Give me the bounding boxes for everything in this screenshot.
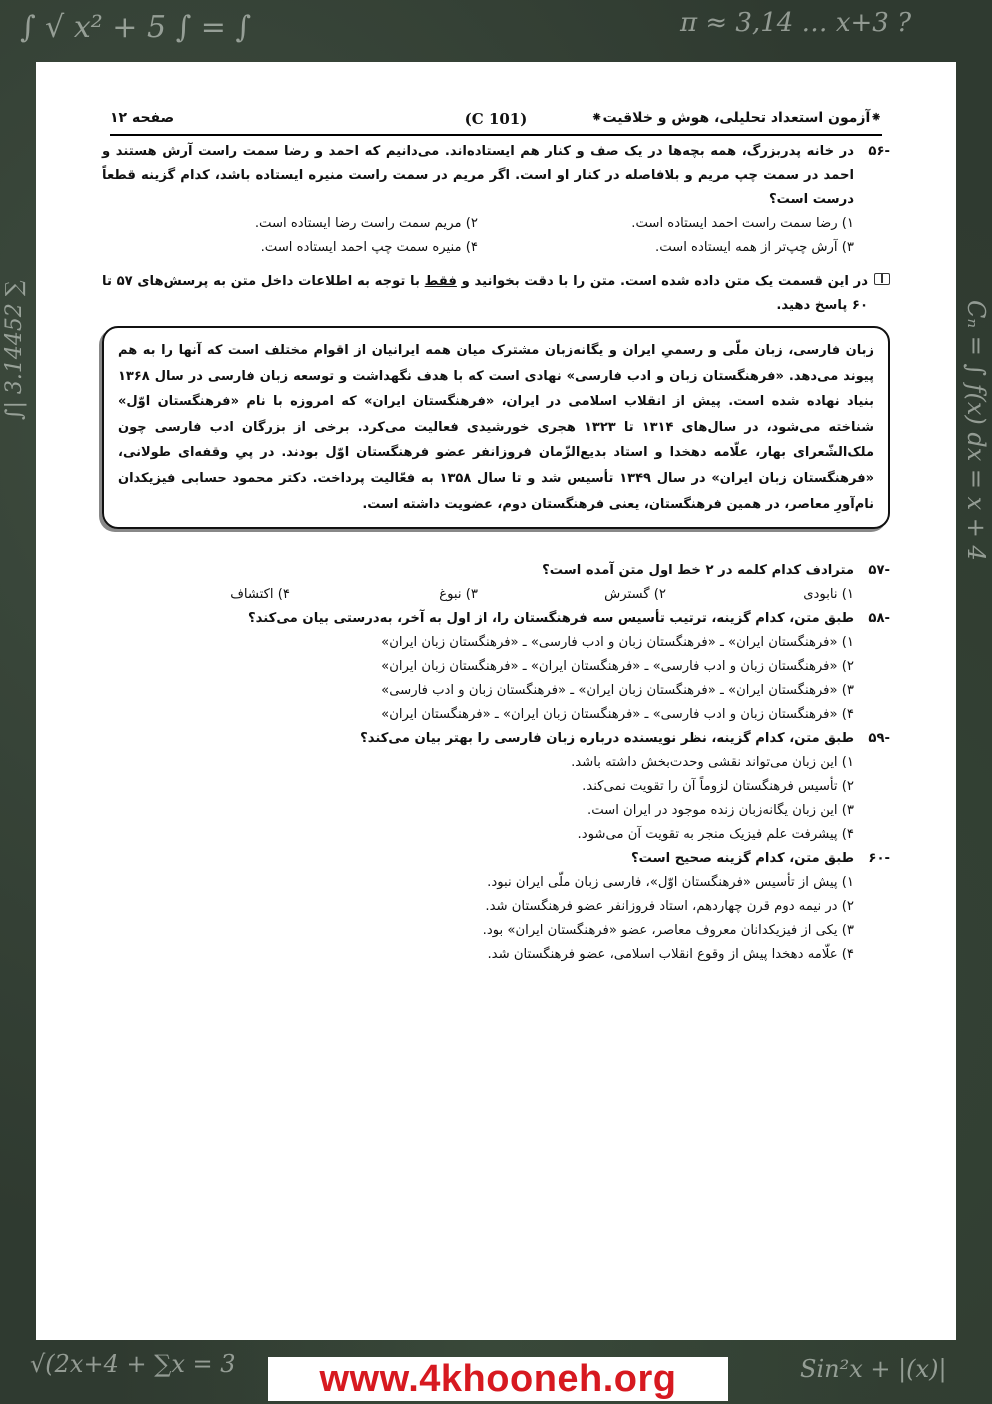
option-2[interactable]: ۲) تأسیس فرهنگستان لزوماً آن را تقویت نمی‌کند. [582, 779, 854, 795]
option-3[interactable]: ۳) نبوغ [439, 587, 478, 603]
question-stem: طبق متن، کدام گزینه، نظر نویسنده درباره زبان فارسی را بهتر بیان می‌کند؟ [360, 731, 854, 747]
question-60 [102, 847, 890, 967]
option-3[interactable]: ۳) این زبان یگانه‌زبان زنده موجود در ایران است. [587, 803, 854, 819]
option-2[interactable]: ۲) گسترش [604, 587, 666, 603]
reading-passage: زبان فارسی، زبان ملّی و رسمیِ ایران و یگانه‌زبان مشترک میان همه ایرانیان از اقوام مختلف است که آنها را به هم پیوند می‌دهد. «فرهنگستان زبان و ادب فارسی» نهادی است که با هدف نگهداشت و توسعه زبان فارسی در سال ۱۳۶۸ بنیاد نهاده شده است. پیش از انقلاب اسلامی در ایران، «فرهنگستان ایران» که امروزه با نام «فرهنگستان اوّل» شناخته می‌شود، در سال‌های ۱۳۱۴ تا ۱۳۲۳ هجری خورشیدی فعالیت می‌کرد. برخی از بزرگان ادب فارسی چون ملک‌الشّعرای بهار، علّامه دهخدا و استاد بدیع‌الزّمان فروزانفر عضو فرهنگستان اوّل بودند. در پیِ وقفه‌ای طولانی، «فرهنگستان زبان ایران» در سال ۱۳۴۹ تأسیس شد و تا سال ۱۳۵۸ به فعّالیت پرداخت. دکتر محمود حسابی فیزیکدان نام‌آورِ معاصر، در همین فرهنگستان، یعنی فرهنگستان دوم، عضویت داشته است. [102, 326, 890, 529]
question-options [102, 751, 854, 847]
question-59 [102, 727, 890, 847]
question-stem: طبق متن، کدام گزینه صحیح است؟ [631, 851, 854, 867]
question-stem: در خانه پدربزرگ، همه بچه‌ها در یک صف و کنار هم ایستاده‌اند. می‌دانیم که احمد و رضا سمت راست آرش هستند و احمد در سمت چپ مریم و بلافاصله در کنار او است. اگر مریم در سمت راست منیره ایستاده باشد، کدام گزینه قطعاً درست است؟ [102, 144, 854, 207]
option-4[interactable]: ۴) اکتشاف [230, 587, 290, 603]
option-1[interactable]: ۱) رضا سمت راست احمد ایستاده است. [631, 216, 854, 231]
exam-title: ⁕آزمون استعداد تحلیلی، هوش و خلاقیت⁕ [590, 110, 882, 126]
book-icon [874, 273, 890, 285]
question-57 [102, 559, 890, 607]
booklet-code: (101 C) [464, 110, 528, 128]
option-1[interactable]: ۱) نابودی [803, 587, 854, 603]
instructions-text-2: با توجه به اطلاعات داخل متن به پرسش‌های ۵۷ تا ۶۰ پاسخ دهید. [102, 274, 868, 313]
question-stem: طبق متن، کدام گزینه، ترتیب تأسیس سه فرهنگستان را، از اول به آخر، به‌درستی بیان می‌کند؟ [248, 611, 854, 627]
exam-content [102, 140, 890, 967]
option-4[interactable]: ۴) «فرهنگستان زبان و ادب فارسی» ـ «فرهنگستان زبان ایران» ـ «فرهنگستان ایران» [381, 707, 854, 723]
chalk-formula-top-left: ∫ √ x² + 5 ∫ = ∫ [20, 10, 252, 45]
option-4[interactable]: ۴) علّامه دهخدا پیش از وقوع انقلاب اسلامی، عضو فرهنگستان شد. [487, 947, 854, 963]
option-2[interactable]: ۲) مریم سمت راست رضا ایستاده است. [254, 216, 478, 231]
option-4[interactable]: ۴) منیره سمت چپ احمد ایستاده است. [260, 240, 478, 255]
question-number: -۵۷ [868, 563, 890, 579]
chalk-formula-top-right: π ≈ 3,14 … x+3 ? [680, 8, 912, 38]
website-url[interactable]: www.4khooneh.org [319, 1358, 677, 1400]
chalk-formula-left: ∫| 3.14452 ∑ [2, 280, 27, 420]
question-stem: مترادف کدام کلمه در ۲ خط اول متن آمده است؟ [542, 563, 854, 579]
page-number: صفحه ۱۲ [110, 110, 175, 126]
question-options [102, 583, 854, 607]
question-58 [102, 607, 890, 727]
option-1[interactable]: ۱) این زبان می‌تواند نقشی وحدت‌بخش داشته باشد. [571, 755, 854, 771]
chalk-formula-bottom-right: Sin²x + |(x)| [800, 1355, 947, 1383]
option-3[interactable]: ۳) آرش چپ‌تر از همه ایستاده است. [655, 240, 854, 255]
chalk-formula-bottom-left: √(2x+4 + ∑x = 3 [30, 1350, 236, 1378]
instructions-emphasis: فقط [424, 274, 457, 289]
option-1[interactable]: ۱) «فرهنگستان ایران» ـ «فرهنگستان زبان و ادب فارسی» ـ «فرهنگستان زبان ایران» [381, 635, 854, 651]
question-options [102, 631, 854, 727]
instructions-text-1: در این قسمت یک متن داده شده است. متن را با دقت بخوانید و [456, 274, 869, 289]
chalk-formula-right: Cₙ = ∫ f(x) dx = x + 4 [962, 300, 990, 561]
question-number: -۵۶ [868, 144, 890, 159]
option-3[interactable]: ۳) «فرهنگستان ایران» ـ «فرهنگستان زبان ایران» ـ «فرهنگستان زبان و ادب فارسی» [381, 683, 854, 699]
question-options [102, 871, 854, 967]
option-3[interactable]: ۳) یکی از فیزیکدانان معروف معاصر، عضو «فرهنگستان ایران» بود. [482, 923, 854, 939]
passage-instructions [102, 270, 890, 318]
page-header [110, 110, 882, 136]
option-2[interactable]: ۲) در نیمه دوم قرن چهاردهم، استاد فروزانفر عضو فرهنگستان شد. [485, 899, 854, 915]
question-options [102, 212, 854, 260]
website-banner[interactable] [268, 1357, 728, 1401]
question-56 [102, 140, 890, 260]
question-number: -۶۰ [868, 851, 890, 867]
option-1[interactable]: ۱) پیش از تأسیس «فرهنگستان اوّل»، فارسی زبان ملّی ایران نبود. [487, 875, 854, 891]
option-4[interactable]: ۴) پیشرفت علم فیزیک منجر به تقویت آن می‌شود. [577, 827, 854, 843]
question-number: -۵۸ [868, 611, 890, 627]
option-2[interactable]: ۲) «فرهنگستان زبان و ادب فارسی» ـ «فرهنگستان ایران» ـ «فرهنگستان زبان ایران» [381, 659, 854, 675]
question-number: -۵۹ [868, 731, 890, 747]
